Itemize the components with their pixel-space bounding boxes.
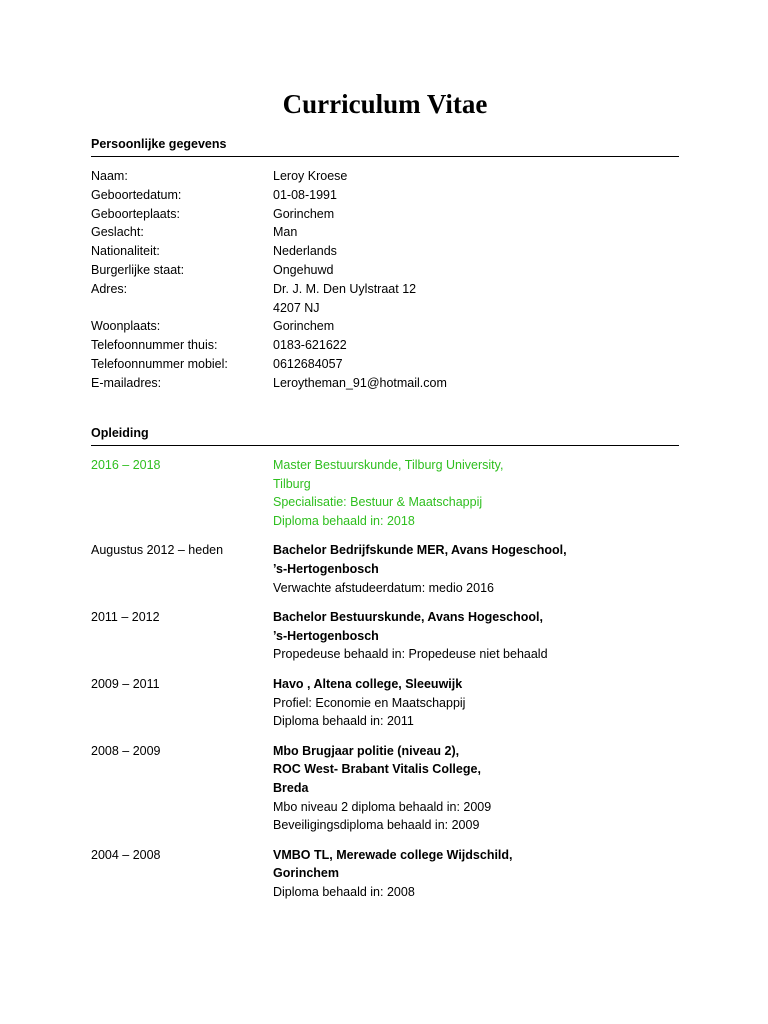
education-line: Diploma behaald in: 2018 [273, 513, 415, 528]
personal-label: Woonplaats: [91, 319, 161, 334]
personal-value [273, 374, 679, 393]
education-line: Bachelor Bestuurskunde, Avans Hogeschool, [273, 610, 543, 625]
education-details [273, 608, 679, 664]
education-entry [91, 541, 679, 597]
personal-value-line: Gorinchem [273, 319, 335, 334]
personal-rows [91, 167, 679, 393]
personal-value [273, 167, 679, 186]
personal-row [91, 167, 679, 186]
education-details [273, 541, 679, 597]
education-period: 2008 – 2009 [91, 743, 161, 758]
education-entry [91, 846, 679, 902]
education-details [273, 846, 679, 902]
personal-label: E-mailadres: [91, 375, 162, 390]
personal-label: Geboortedatum: [91, 187, 182, 202]
personal-row [91, 186, 679, 205]
education-entry [91, 608, 679, 664]
personal-value [273, 186, 679, 205]
education-period: Augustus 2012 – heden [91, 543, 224, 558]
personal-label: Nationaliteit: [91, 244, 160, 259]
personal-value [273, 205, 679, 224]
personal-value-line: Gorinchem [273, 206, 335, 221]
education-entry [91, 456, 679, 530]
personal-value-line: Leroy Kroese [273, 169, 348, 183]
education-entry [91, 675, 679, 731]
personal-value-line: Man [273, 225, 298, 240]
education-period: 2004 – 2008 [91, 847, 161, 862]
personal-value-line: 4207 NJ [273, 300, 320, 315]
personal-row [91, 205, 679, 224]
personal-value [273, 336, 679, 355]
personal-value [273, 317, 679, 336]
personal-value [273, 355, 679, 374]
education-line: Bachelor Bedrijfskunde MER, Avans Hogeschool, [273, 543, 567, 558]
personal-heading: Persoonlijke gegevens [91, 136, 679, 157]
education-entry [91, 742, 679, 835]
education-list [91, 456, 679, 901]
personal-row [91, 261, 679, 280]
education-line: Tilburg [273, 476, 311, 491]
education-line: Profiel: Economie en Maatschappij [273, 695, 466, 710]
personal-value-line: Ongehuwd [273, 262, 334, 277]
personal-row [91, 355, 679, 374]
education-line: ROC West- Brabant Vitalis College, [273, 762, 481, 777]
education-line: Mbo Brugjaar politie (niveau 2), [273, 743, 460, 758]
personal-value-line: Dr. J. M. Den Uylstraat 12 [273, 281, 417, 296]
education-line: Beveiligingsdiploma behaald in: 2009 [273, 818, 480, 833]
education-line: Verwachte afstudeerdatum: medio 2016 [273, 580, 494, 595]
education-line: VMBO TL, Merewade college Wijdschild, [273, 847, 513, 862]
education-line: Propedeuse behaald in: Propedeuse niet behaald [273, 647, 548, 662]
personal-value-line: Nederlands [273, 244, 337, 259]
personal-label: Geslacht: [91, 225, 144, 240]
personal-value [273, 261, 679, 280]
personal-value [273, 223, 679, 242]
education-line: ’s-Hertogenbosch [273, 628, 379, 643]
education-line: Specialisatie: Bestuur & Maatschappij [273, 495, 483, 510]
education-line: Master Bestuurskunde, Tilburg University, [273, 458, 504, 472]
education-period: 2016 – 2018 [91, 458, 161, 472]
personal-row [91, 280, 679, 318]
personal-label: Geboorteplaats: [91, 206, 180, 221]
education-section [91, 425, 679, 901]
personal-value-line: Leroytheman_91@hotmail.com [273, 375, 447, 390]
education-line: Gorinchem [273, 866, 339, 881]
personal-row [91, 317, 679, 336]
personal-value [273, 280, 679, 318]
education-line: Diploma behaald in: 2011 [273, 714, 414, 729]
personal-value-line: 01-08-1991 [273, 187, 337, 202]
personal-label: Burgerlijke staat: [91, 262, 185, 277]
personal-value-line: 0183-621622 [273, 338, 347, 353]
education-details [273, 675, 679, 731]
personal-value [273, 242, 679, 261]
education-line: ’s-Hertogenbosch [273, 561, 379, 576]
page-title: Curriculum Vitae [282, 89, 488, 119]
education-line: Havo , Altena college, Sleeuwijk [273, 676, 463, 691]
personal-row [91, 336, 679, 355]
personal-row [91, 374, 679, 393]
personal-row [91, 242, 679, 261]
personal-label: Naam: [91, 169, 128, 183]
education-period: 2011 – 2012 [91, 610, 160, 625]
personal-label: Adres: [91, 281, 128, 296]
education-details [273, 742, 679, 835]
education-heading: Opleiding [91, 425, 679, 446]
personal-label: Telefoonnummer mobiel: [91, 356, 228, 371]
personal-section [91, 136, 679, 393]
personal-label: Telefoonnummer thuis: [91, 338, 218, 353]
personal-value-line: 0612684057 [273, 356, 343, 371]
personal-row [91, 223, 679, 242]
education-line: Breda [273, 780, 309, 795]
education-line: Diploma behaald in: 2008 [273, 884, 415, 899]
education-period: 2009 – 2011 [91, 676, 160, 691]
education-details [273, 456, 679, 530]
education-line: Mbo niveau 2 diploma behaald in: 2009 [273, 799, 492, 814]
